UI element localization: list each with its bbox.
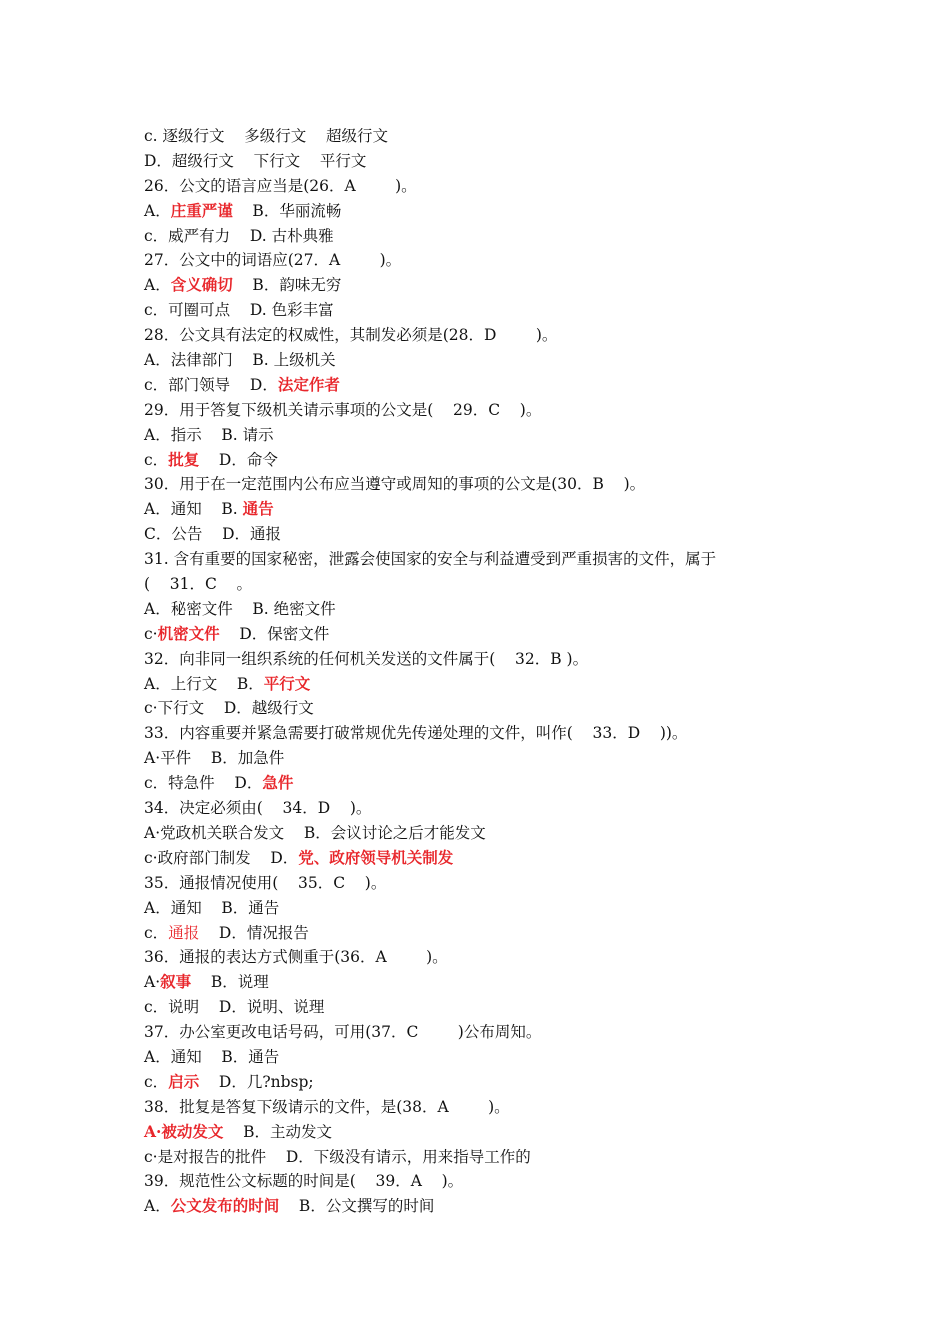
text-segment: c．说明 D．说明、说理	[144, 998, 325, 1017]
text-line	[144, 1145, 784, 1170]
text-line	[144, 373, 784, 398]
text-segment: c·政府部门制发 D．	[144, 848, 299, 867]
text-line	[144, 522, 784, 547]
text-line	[144, 547, 784, 572]
text-segment: c．	[144, 450, 169, 469]
text-line	[144, 1169, 784, 1194]
text-line	[144, 1120, 784, 1145]
text-segment: B．华丽流畅	[232, 201, 342, 220]
text-line	[144, 124, 784, 149]
text-segment: A·	[144, 973, 161, 992]
text-segment: 32．向非同一组织系统的任何机关发送的文件属于( 32．B )。	[144, 649, 589, 668]
text-line	[144, 746, 784, 771]
text-segment: c．	[144, 1072, 169, 1091]
text-segment: A·党政机关联合发文 B．会议讨论之后才能发文	[144, 823, 486, 842]
text-segment: A．通知 B．通告	[144, 898, 280, 917]
text-line	[144, 970, 784, 995]
answer-highlight: 含义确切	[170, 275, 233, 295]
text-line	[144, 846, 784, 871]
text-line	[144, 398, 784, 423]
text-segment: A．通知 B.	[144, 500, 243, 519]
text-line	[144, 622, 784, 647]
text-segment: 35．通报情况使用( 35．C )。	[144, 873, 387, 892]
text-line	[144, 821, 784, 846]
text-line	[144, 672, 784, 697]
text-line	[144, 149, 784, 174]
text-segment: c．可圈可点 D. 色彩丰富	[144, 301, 334, 320]
text-segment: 37．办公室更改电话号码，可用(37．C )公布周知。	[144, 1023, 542, 1042]
answer-highlight: 通报	[168, 923, 200, 942]
text-line	[144, 1070, 784, 1095]
answer-highlight: 庄重严谨	[170, 200, 233, 220]
text-segment: 39．规范性公文标题的时间是( 39．A )。	[144, 1172, 464, 1191]
text-segment: A．法律部门 B. 上级机关	[144, 351, 336, 370]
text-segment: C．公告 D．通报	[144, 525, 281, 544]
text-segment: c·	[144, 624, 158, 643]
text-line	[144, 199, 784, 224]
text-segment: A．	[144, 1197, 171, 1216]
text-segment: D．命令	[199, 450, 278, 469]
text-segment: A．指示 B. 请示	[144, 425, 274, 444]
answer-highlight: 党、政府领导机关制发	[298, 847, 454, 867]
text-segment: 36．通报的表达方式侧重于(36．A )。	[144, 948, 448, 967]
text-line	[144, 323, 784, 348]
text-line	[144, 298, 784, 323]
text-line	[144, 273, 784, 298]
answer-highlight: 公文发布的时间	[170, 1196, 280, 1216]
text-line	[144, 647, 784, 672]
text-segment: B．说理	[191, 973, 269, 992]
text-segment: c·下行文 D．越级行文	[144, 699, 314, 718]
text-segment: B．公文撰写的时间	[279, 1197, 435, 1216]
text-line	[144, 871, 784, 896]
text-segment: D．几?nbsp;	[199, 1072, 314, 1091]
text-segment: c．特急件 D．	[144, 774, 263, 793]
text-line	[144, 224, 784, 249]
answer-highlight: 通告	[242, 499, 274, 519]
text-line	[144, 796, 784, 821]
text-line	[144, 945, 784, 970]
text-line	[144, 896, 784, 921]
text-segment: 38．批复是答复下级请示的文件，是(38．A )。	[144, 1097, 510, 1116]
text-segment: A．	[144, 276, 171, 295]
document-body	[144, 124, 784, 1219]
text-segment: c·是对报告的批件 D．下级没有请示，用来指导工作的	[144, 1147, 531, 1166]
text-line	[144, 995, 784, 1020]
text-segment: 26．公文的语言应当是(26．A )。	[144, 176, 417, 195]
text-segment: 33．内容重要并紧急需要打破常规优先传递处理的文件，叫作( 33．D ))。	[144, 724, 688, 743]
text-line	[144, 448, 784, 473]
answer-highlight: 启示	[168, 1071, 200, 1091]
text-line	[144, 1095, 784, 1120]
answer-highlight: 叙事	[160, 972, 192, 992]
answer-highlight: 急件	[262, 773, 294, 793]
text-line	[144, 597, 784, 622]
text-segment: A·平件 B．加急件	[144, 749, 285, 768]
text-segment: A．	[144, 201, 171, 220]
text-segment: 34．决定必须由( 34．D )。	[144, 799, 372, 818]
text-segment: c．部门领导 D．	[144, 375, 278, 394]
text-line	[144, 1194, 784, 1219]
answer-highlight: 机密文件	[157, 623, 220, 643]
text-segment: 29．用于答复下级机关请示事项的公文是( 29．C )。	[144, 400, 542, 419]
text-line	[144, 472, 784, 497]
text-line	[144, 696, 784, 721]
text-line	[144, 248, 784, 273]
text-segment: B．韵味无穷	[232, 276, 342, 295]
text-segment: 27．公文中的词语应(27．A )。	[144, 251, 402, 270]
text-segment: B．主动发文	[223, 1122, 333, 1141]
text-line	[144, 771, 784, 796]
text-segment: c．	[144, 923, 169, 942]
text-line	[144, 1020, 784, 1045]
text-segment: A．通知 B．通告	[144, 1047, 280, 1066]
text-segment: D．超级行文 下行文 平行文	[144, 151, 367, 170]
text-segment: ( 31．C 。	[144, 575, 253, 594]
text-line	[144, 348, 784, 373]
text-segment: c. 逐级行文 多级行文 超级行文	[144, 127, 388, 145]
text-segment: D．保密文件	[219, 624, 330, 643]
text-line	[144, 423, 784, 448]
text-segment: 30．用于在一定范围内公布应当遵守或周知的事项的公文是(30．B )。	[144, 475, 646, 494]
text-line	[144, 921, 784, 946]
answer-highlight: 法定作者	[277, 374, 340, 394]
text-line	[144, 721, 784, 746]
text-line	[144, 572, 784, 597]
text-segment: c．威严有力 D. 古朴典雅	[144, 226, 334, 245]
answer-highlight: A·被动发文	[144, 1121, 224, 1141]
text-segment: A．秘密文件 B. 绝密文件	[144, 599, 336, 618]
text-segment: 28．公文具有法定的权威性，其制发必须是(28．D )。	[144, 326, 558, 345]
text-segment: A．上行文 B．	[144, 674, 264, 693]
text-line	[144, 1045, 784, 1070]
text-segment: 31. 含有重要的国家秘密，泄露会使国家的安全与利益遭受到严重损害的文件，属于	[144, 550, 717, 569]
text-line	[144, 174, 784, 199]
answer-highlight: 批复	[168, 449, 200, 469]
answer-highlight: 平行文	[263, 673, 311, 693]
text-line	[144, 497, 784, 522]
text-segment: D．情况报告	[199, 923, 309, 942]
